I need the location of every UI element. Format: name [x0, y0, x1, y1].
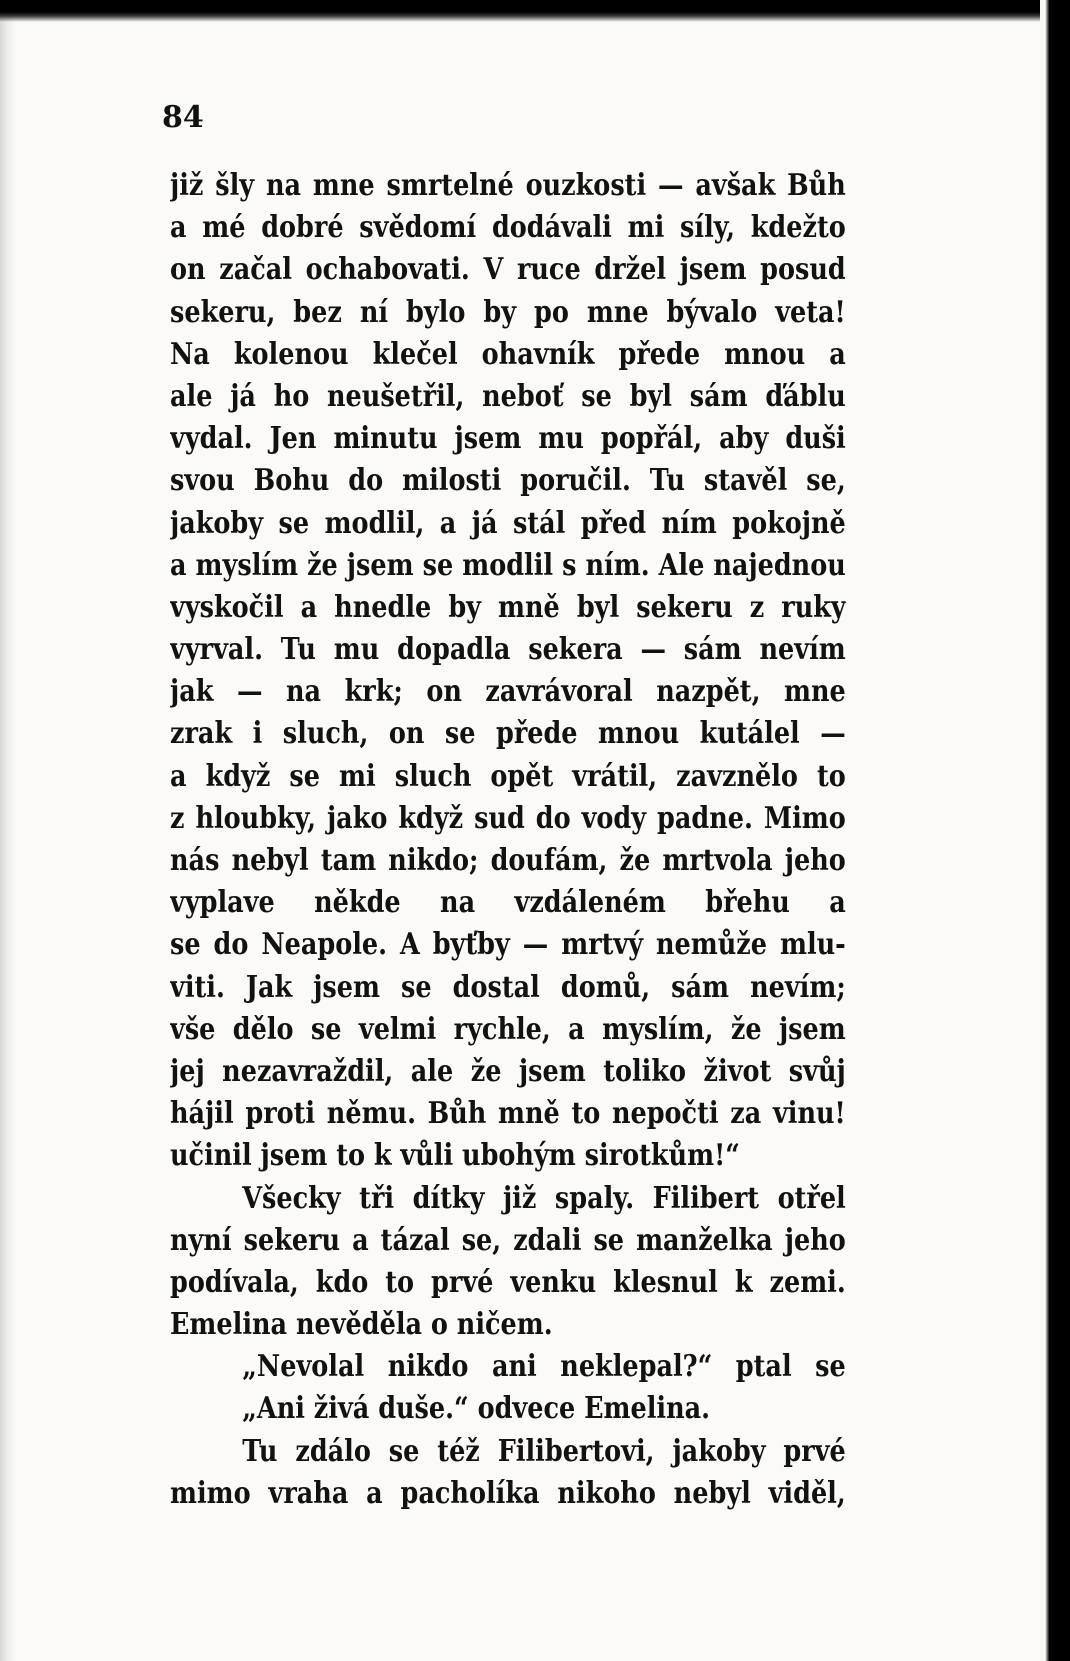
- text-line: se do Neapole. A byťby — mrtvý nemůže mlu-: [170, 927, 846, 963]
- text-line: učinil jsem to k vůli ubohým sirotkům!“: [170, 1138, 740, 1174]
- text-line: jakoby se modlil, a já stál před ním pokojně: [170, 505, 846, 541]
- text-line: Všecky tři dítky již spaly. Filibert otřel: [242, 1180, 846, 1216]
- text-line: vyrval. Tu mu dopadla sekera — sám nevím: [170, 632, 846, 668]
- text-line: z hloubky, jako když sud do vody padne. Mimo: [170, 800, 846, 836]
- text-line: nyní sekeru a tázal se, zdali se manželka jeho: [170, 1222, 846, 1258]
- text-line: viti. Jak jsem se dostal domů, sám nevím;: [170, 969, 846, 1005]
- text-line: a mé dobré svědomí dodávali mi síly, kdežto: [170, 210, 846, 246]
- body-text: [170, 165, 846, 1515]
- text-line: zrak i sluch, on se přede mnou kutálel —: [170, 716, 846, 752]
- text-line: Tu zdálo se též Filibertovi, jakoby prvé: [242, 1433, 846, 1469]
- text-line: on začal ochabovati. V ruce držel jsem posud: [170, 252, 846, 288]
- page-right-edge: [1040, 0, 1049, 1661]
- text-line: mimo vraha a pacholíka nikoho nebyl viděl,: [170, 1475, 846, 1511]
- text-line: svou Bohu do milosti poručil. Tu stavěl se,: [170, 463, 846, 499]
- text-line: a když se mi sluch opět vrátil, zavznělo to: [170, 758, 846, 794]
- text-line: a myslím že jsem se modlil s ním. Ale najednou: [170, 547, 846, 583]
- text-line: vydal. Jen minutu jsem mu popřál, aby duši: [170, 421, 846, 457]
- text-line: sekeru, bez ní bylo by po mne bývalo veta!: [170, 294, 846, 330]
- text-line: vše dělo se velmi rychle, a myslím, že jsem: [170, 1011, 846, 1047]
- text-line: nás nebyl tam nikdo; doufám, že mrtvola jeho: [170, 843, 846, 878]
- page-top-border: [0, 0, 1070, 22]
- text-line: Na kolenou klečel ohavník přede mnou a: [170, 336, 846, 372]
- text-line: již šly na mne smrtelné ouzkosti — avšak Bůh: [170, 168, 846, 203]
- text-line: „Nevolal nikdo ani neklepal?“ ptal se: [242, 1349, 846, 1385]
- text-line: hájil proti němu. Bůh mně to nepočti za vinu!: [170, 1096, 846, 1132]
- text-line: jak — na krk; on zavrávoral nazpět, mne: [170, 674, 846, 710]
- text-line: „Ani živá duše.“ odvece Emelina.: [242, 1391, 711, 1427]
- text-line: jej nezavraždil, ale že jsem toliko život svůj: [170, 1053, 846, 1089]
- page-number: 84: [162, 100, 204, 135]
- text-line: vyskočil a hnedle by mně byl sekeru z ruky: [170, 589, 846, 625]
- text-line: vyplave někde na vzdáleném břehu a: [170, 885, 846, 921]
- text-line: Emelina nevěděla o ničem.: [170, 1307, 553, 1343]
- page-left-shadow: [0, 0, 16, 1661]
- text-line: podívala, kdo to prvé venku klesnul k zemi.: [170, 1264, 846, 1300]
- text-line: ale já ho neušetřil, neboť se byl sám ďáblu: [170, 378, 846, 414]
